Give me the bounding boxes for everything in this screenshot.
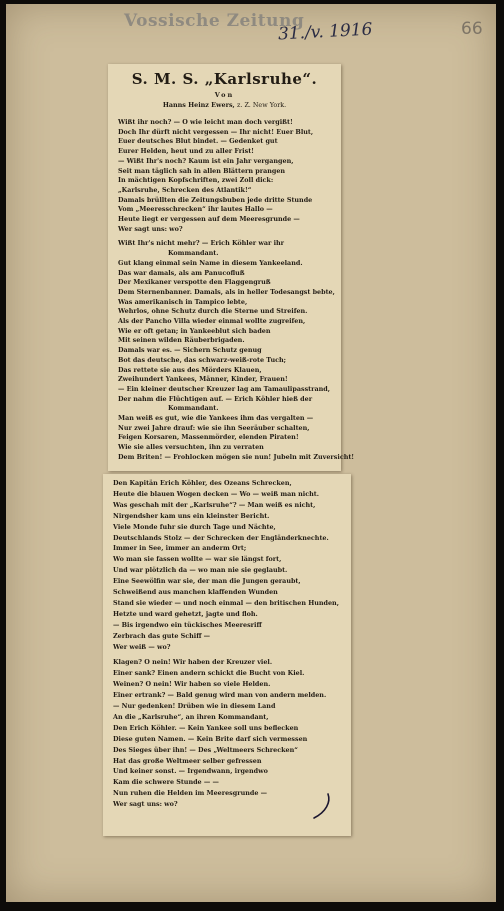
author-name: Hanns Heinz Ewers, xyxy=(162,101,235,109)
author-line xyxy=(108,101,341,109)
poem-line: Doch Ihr dürft nicht vergessen — Ihr nicht! Euer Blut, xyxy=(118,127,314,136)
poem-line: Hetzte und ward gehetzt, jagte und floh. xyxy=(113,609,258,618)
poem-line: Damals brüllten die Zeitungsbuben jede dritte Stunde xyxy=(118,195,313,204)
poem-line: Diese guten Namen. — Kein Brite darf sich vermessen xyxy=(113,734,308,743)
poem-line: Nirgendsher kam uns ein kleinster Bericht. xyxy=(113,511,270,520)
poem-line: Eine Seewölfin war sie, der man die Jungen geraubt, xyxy=(113,577,301,586)
poem-line: Wißt Ihr's nicht mehr? — Erich Köhler war ihr xyxy=(118,239,285,248)
poem-line: Das war damals, als am Panucofluß xyxy=(118,268,245,277)
poem-line: Klagen? O nein! Wir haben der Kreuzer viel. xyxy=(113,658,273,667)
poem-line: Wer sagt uns: wo? xyxy=(118,224,183,233)
poem-line: Zweihundert Yankees, Männer, Kinder, Frauen! xyxy=(118,375,288,384)
poem-line: Den Erich Köhler. — Kein Yankee soll uns beflecken xyxy=(113,723,299,732)
poem-line: Kommandant. xyxy=(168,249,219,258)
poem-line: Den Kapitän Erich Köhler, des Ozeans Schrecken, xyxy=(113,479,292,487)
poem-line: Heute liegt er vergessen auf dem Meeresgrunde — xyxy=(118,215,300,223)
author-location: z. Z. New York. xyxy=(237,101,287,109)
poem-line: Wehrlos, ohne Schutz durch die Sterne und Streifen. xyxy=(118,307,308,316)
poem-line: Viele Monde fuhr sie durch Tage und Nächte, xyxy=(113,522,276,531)
poem-line: Hat das große Weltmeer selber gefressen xyxy=(113,756,262,765)
poem-line: Deutschlands Stolz — der Schrecken der Engländerknechte. xyxy=(113,533,329,542)
poem-line: Gut klang einmal sein Name in diesem Yankeeland. xyxy=(118,258,303,267)
newspaper-clipping-part1 xyxy=(108,64,355,471)
poem-line: Damals war es. — Sichern Schutz genug xyxy=(118,346,262,355)
poem-line: Als der Pancho Villa wieder einmal wollte zugreifen, xyxy=(118,317,306,325)
poem-line: Was geschah mit der „Karlsruhe“? — Man weiß es nicht, xyxy=(113,500,316,509)
poem-line: — Ein kleiner deutscher Kreuzer lag am Tamaulipasstrand, xyxy=(118,384,330,393)
poem-line: Wo man sie fassen wollte — war sie längst fort, xyxy=(113,555,282,564)
poem-line: — Nur gedenken! Drüben wie in diesem Land xyxy=(113,702,276,710)
pen-mark-icon xyxy=(312,792,334,820)
poem-line: An die „Karlsruhe“, an ihren Kommandant, xyxy=(113,712,269,721)
newspaper-stamp: Vossische Zeitung xyxy=(124,11,305,31)
poem-line: Und keiner sonst. — Irgendwann, irgendwo xyxy=(113,767,268,776)
poem-line: Das rettete sie aus des Mörders Klauen, xyxy=(118,365,262,374)
poem-line: Euer deutsches Blut bindet. — Gedenket gut xyxy=(118,137,278,146)
newspaper-clipping-part2 xyxy=(103,474,351,836)
poem-line: Nur zwei Jahre drauf: wie sie ihn Seeräuber schalten, xyxy=(118,423,310,432)
poem-line: Man weiß es gut, wie die Yankees ihm das vergalten — xyxy=(118,414,314,422)
poem-line: Einer ertrank? — Bald genug wird man von andern melden. xyxy=(113,691,327,700)
poem-line: „Karlsruhe, Schrecken des Atlantik!“ xyxy=(118,185,252,194)
poem-line: Der Mexikaner verspotte den Flaggengruß xyxy=(118,278,271,287)
poem-line: Wie er oft getan; in Yankeeblut sich baden xyxy=(118,326,271,335)
poem-line: Immer in See, immer an anderm Ort; xyxy=(113,544,247,553)
poem-line: — Wißt Ihr's noch? Kaum ist ein Jahr vergangen, xyxy=(118,156,294,165)
poem-line: Wißt ihr noch? — O wie leicht man doch vergißt! xyxy=(118,118,293,126)
poem-line: Stand sie wieder — und noch einmal — den britischen Hunden, xyxy=(113,598,339,607)
poem-line: In mächtigen Kopfschriften, zwei Zoll dick: xyxy=(118,176,274,185)
poem-line: Nun ruhen die Helden im Meeresgrunde — xyxy=(113,789,268,798)
poem-line: Schweißend aus manchen klaffenden Wunden xyxy=(113,588,278,596)
poem-line: Bot das deutsche, das schwarz-weiß-rote Tuch; xyxy=(118,355,286,364)
page-number: 66 xyxy=(461,19,483,39)
poem-line: Dem Briten! — Frohlocken mögen sie nun! Jubeln mit Zuversicht! xyxy=(118,452,355,461)
poem-line: Vom „Meeresschrecken“ ihr lautes Hallo — xyxy=(118,205,273,214)
poem-line: Weinen? O nein! Wir haben so viele Helden. xyxy=(113,680,271,689)
poem-line: Seit man täglich sah in allen Blättern prangen xyxy=(118,166,286,175)
poem-line: Was amerikanisch in Tampico lebte, xyxy=(118,297,248,306)
poem-line: Und war plötzlich da — wo man nie sie geglaubt. xyxy=(113,566,288,575)
poem-line: Wie sie alles versuchten, ihn zu verraten xyxy=(118,443,264,452)
poem-line: Wer sagt uns: wo? xyxy=(113,800,178,809)
handwritten-date: 31./v. 1916 xyxy=(277,19,373,45)
poem-line: Heute die blauen Wogen decken — Wo — weiß man nicht. xyxy=(113,489,319,498)
poem-line: Der nahm die Flüchtigen auf. — Erich Köhler hieß der xyxy=(118,394,313,403)
poem-line: Des Sieges über ihn! — Des „Weltmeers Schrecken“ xyxy=(113,745,298,754)
poem-line: Mit seinen wilden Räuberbrigaden. xyxy=(118,336,245,345)
poem-line: Zerbrach das gute Schiff — xyxy=(113,631,211,640)
poem-title: S. M. S. „Karlsruhe“. xyxy=(131,70,318,88)
poem-line: Feigen Korsaren, Massenmörder, elenden Piraten! xyxy=(118,433,299,442)
poem-line: Eurer Helden, heut und zu aller Frist! xyxy=(118,147,254,156)
poem-line: Einer sank? Einen andern schickt die Bucht von Kiel. xyxy=(113,669,305,678)
poem-line: Kam die schwere Stunde — — xyxy=(113,778,219,787)
poem-line: Kommandant. xyxy=(168,404,219,413)
poem-line: Dem Sternenbanner. Damals, als in heller Todesangst bebte, xyxy=(118,287,335,296)
poem-line: Wer weiß — wo? xyxy=(113,642,171,651)
poem-line: — Bis irgendwo ein tückisches Meeresriff xyxy=(113,620,262,629)
byline-von: Von xyxy=(214,91,235,99)
